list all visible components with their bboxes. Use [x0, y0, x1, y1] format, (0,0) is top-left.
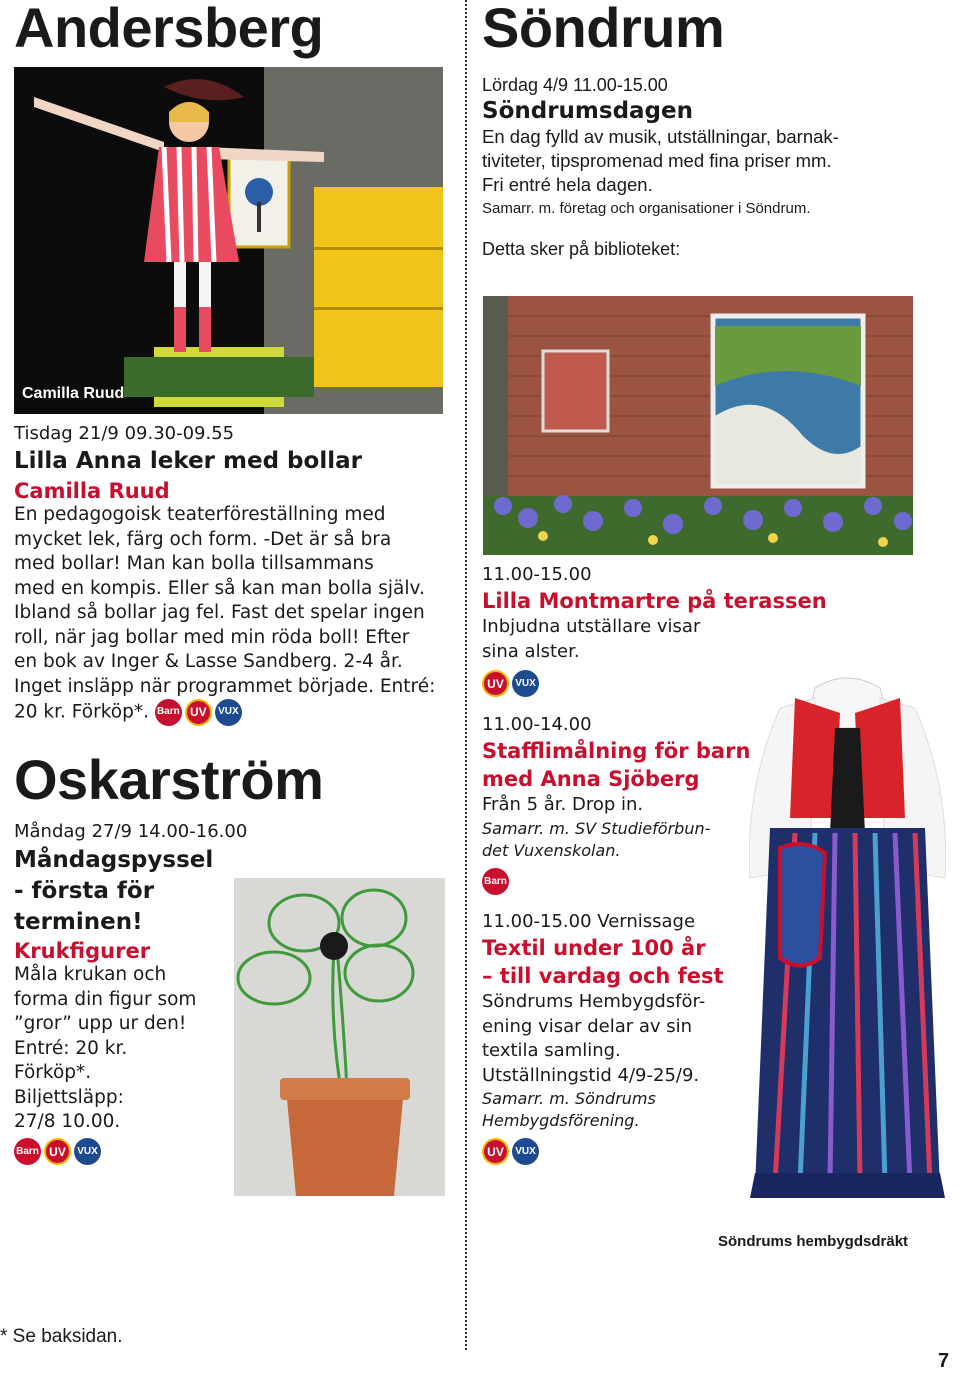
heading-andersberg: Andersberg [14, 0, 324, 59]
heading-oskarstrom: Oskarström [14, 748, 324, 811]
theater-photo [14, 67, 443, 414]
event-title-line: Stafflimålning för barn [482, 739, 751, 763]
oskar-title [14, 845, 213, 938]
column-divider [465, 0, 467, 1350]
description-line: mycket lek, färg och form. -Det är så bra [14, 528, 392, 550]
day-date: Lördag 4/9 11.00-15.00 [482, 75, 668, 95]
description-line: roll, när jag bollar med min röda boll! Efter [14, 626, 410, 648]
vux-badge: VUX [512, 670, 539, 697]
description-line: En pedagogoisk teaterföreställning med [14, 504, 386, 525]
oskar-line: Biljettsläpp: [14, 1086, 124, 1108]
event-title: Lilla Anna leker med bollar [14, 448, 362, 474]
event-line: Från 5 år. Drop in. [482, 794, 644, 815]
vux-badge: VUX [512, 1138, 539, 1165]
event-line: Inbjudna utställare visar [482, 616, 701, 637]
costume-photo [740, 668, 955, 1213]
event-note-line: Samarr. m. Söndrums [482, 1089, 656, 1108]
description-line: 20 kr. Förköp*. [14, 701, 149, 723]
description-line: en bok av Inger & Lasse Sandberg. 2-4 år. [14, 651, 403, 672]
event-note-line: Samarr. m. SV Studieförbun- [482, 818, 711, 838]
flowerpot-illustration [234, 878, 445, 1196]
page-number: 7 [938, 1350, 950, 1372]
event-note-line: det Vuxenskolan. [482, 840, 621, 860]
library-label: Detta sker på biblioteket: [482, 239, 681, 259]
photo-caption: Camilla Ruud [22, 385, 125, 402]
library-illustration [483, 296, 913, 555]
oskar-line: Entré: 20 kr. [14, 1037, 128, 1059]
event-date: Tisdag 21/9 09.30-09.55 [14, 423, 235, 444]
day-line: En dag fylld av musik, utställningar, barnak- [482, 126, 839, 147]
oskar-title-line: - första för [14, 878, 155, 904]
day-line: Fri entré hela dagen. [482, 174, 653, 195]
event-note-line: Hembygdsförening. [482, 1111, 640, 1130]
event-time: 11.00-14.00 [482, 714, 592, 735]
theater-photo-illustration [14, 67, 443, 414]
event-time: 11.00-15.00 Vernissage [482, 911, 696, 932]
event-description [14, 503, 435, 726]
day-title: Söndrumsdagen [482, 98, 693, 124]
description-line: Ibland så bollar jag fel. Fast det spelar ingen [14, 602, 425, 623]
event-line: Söndrums Hembygdsför- [482, 991, 706, 1012]
event-textil [482, 910, 724, 1165]
oskar-title-line: terminen! [14, 909, 143, 935]
uv-badge: UV [482, 670, 509, 697]
oskar-subtitle: Krukfigurer [14, 939, 151, 963]
event-title-line: – till vardag och fest [482, 964, 724, 988]
flowerpot-photo [234, 878, 445, 1196]
oskar-line: Måla krukan och [14, 964, 167, 985]
costume-illustration [740, 668, 955, 1213]
oskar-badges [14, 1138, 104, 1165]
oskar-date: Måndag 27/9 14.00-16.00 [14, 821, 248, 842]
day-line: tiviteter, tipspromenad med fina priser mm. [482, 150, 832, 171]
oskar-title-line: Måndagspyssel [14, 847, 214, 873]
costume-caption: Söndrums hembygdsdräkt [718, 1233, 909, 1250]
description-line: med bollar! Man kan bolla tillsammans [14, 553, 374, 574]
barn-badge: Barn [482, 868, 509, 895]
event-title: Lilla Montmartre på terassen [482, 589, 827, 613]
oskar-line: Förköp*. [14, 1062, 92, 1083]
library-photo [483, 296, 913, 555]
day-note: Samarr. m. företag och organisationer i Söndrum. [482, 200, 811, 217]
uv-badge: UV [482, 1138, 509, 1165]
oskar-description [14, 963, 196, 1135]
barn-badge: Barn [14, 1138, 41, 1165]
oskar-line: forma din figur som [14, 988, 197, 1010]
event-line: ening visar delar av sin [482, 1015, 693, 1037]
event-line: textila samling. [482, 1040, 621, 1061]
sondrum-day [482, 73, 839, 260]
heading-sondrum: Söndrum [482, 0, 725, 59]
event-line: Utställningstid 4/9-25/9. [482, 1064, 700, 1086]
oskar-line: ”gror” upp ur den! [14, 1013, 187, 1034]
description-line: med en kompis. Eller så kan man bolla själv. [14, 577, 425, 599]
event-title-line: med Anna Sjöberg [482, 767, 700, 791]
event-line: sina alster. [482, 640, 580, 662]
vux-badge: VUX [215, 699, 242, 726]
oskar-line: 27/8 10.00. [14, 1111, 121, 1132]
uv-badge: UV [185, 699, 212, 726]
event-title-line: Textil under 100 år [482, 936, 706, 960]
event-stafflimalning [482, 713, 750, 895]
uv-badge: UV [44, 1138, 71, 1165]
barn-badge: Barn [155, 699, 182, 726]
description-line-last [14, 699, 435, 726]
vux-badge: VUX [74, 1138, 101, 1165]
description-line: Inget insläpp när programmet började. Entré: [14, 675, 436, 697]
footnote: * Se baksidan. [0, 1326, 123, 1347]
event-performer: Camilla Ruud [14, 479, 170, 503]
event-time: 11.00-15.00 [482, 564, 592, 585]
